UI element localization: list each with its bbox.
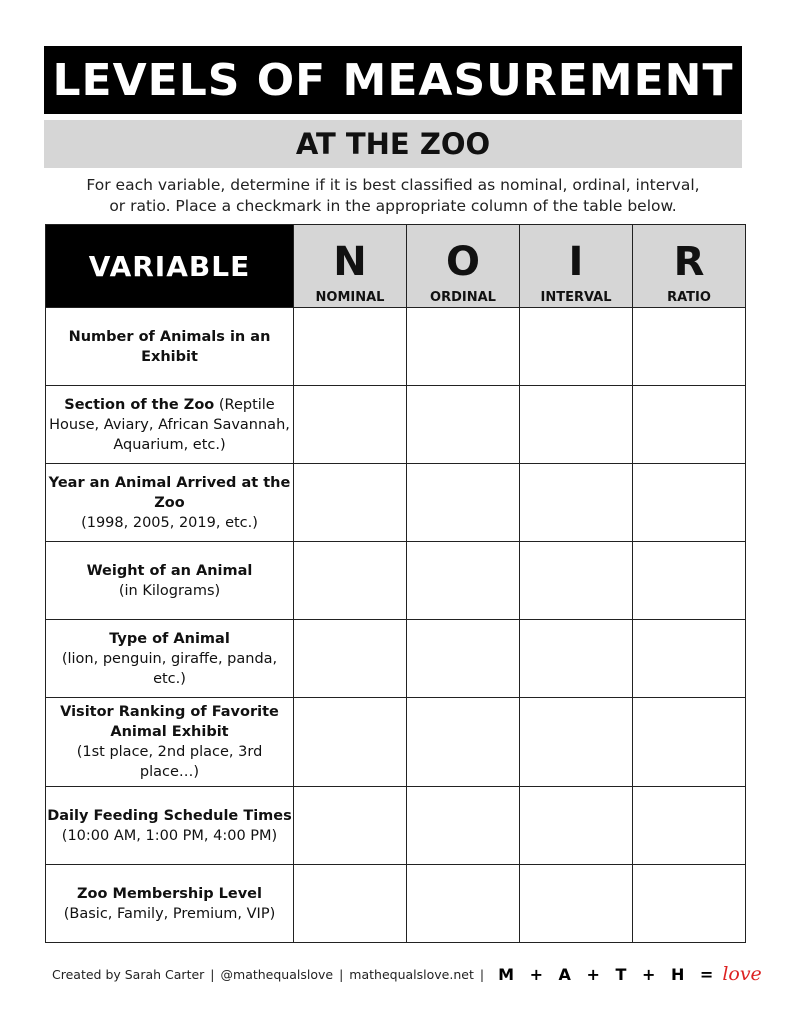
ordinal-check-cell[interactable] <box>407 464 520 542</box>
interval-check-cell[interactable] <box>520 386 633 464</box>
column-label: INTERVAL <box>540 290 612 305</box>
nominal-check-cell[interactable] <box>294 386 407 464</box>
variable-cell <box>46 386 294 464</box>
instructions <box>44 175 742 217</box>
table-row <box>46 542 746 620</box>
column-letter: I <box>568 239 584 285</box>
table-row <box>46 787 746 865</box>
column-label: RATIO <box>667 290 711 305</box>
interval-check-cell[interactable] <box>520 542 633 620</box>
table-header-row <box>46 225 746 308</box>
ordinal-check-cell[interactable] <box>407 386 520 464</box>
variable-detail: (lion, penguin, giraffe, panda, etc.) <box>61 650 278 687</box>
column-header-ratio <box>633 225 746 308</box>
instructions-line-1: For each variable, determine if it is best classified as nominal, ordinal, interval, <box>86 176 700 194</box>
table-row <box>46 865 746 943</box>
footer-site-link[interactable]: mathequalslove.net <box>349 966 474 982</box>
page-title: LEVELS OF MEASUREMENT <box>44 46 742 114</box>
interval-check-cell[interactable] <box>520 787 633 865</box>
footer-separator: | <box>479 966 485 982</box>
variable-name: Visitor Ranking of Favorite Animal Exhibit <box>60 704 279 740</box>
ratio-check-cell[interactable] <box>633 308 746 386</box>
variable-name: Zoo Membership Level <box>77 885 262 902</box>
interval-check-cell[interactable] <box>520 698 633 787</box>
variable-detail: (10:00 AM, 1:00 PM, 4:00 PM) <box>61 827 278 844</box>
page-subtitle: AT THE ZOO <box>44 120 742 168</box>
levels-table <box>45 224 746 943</box>
ordinal-check-cell[interactable] <box>407 620 520 698</box>
footer-separator: | <box>339 966 344 982</box>
ratio-check-cell[interactable] <box>633 620 746 698</box>
variable-cell <box>46 620 294 698</box>
ordinal-check-cell[interactable] <box>407 698 520 787</box>
variable-name: Section of the Zoo <box>64 396 215 413</box>
column-label: NOMINAL <box>315 290 385 305</box>
nominal-check-cell[interactable] <box>294 787 407 865</box>
column-header-nominal <box>294 225 407 308</box>
ratio-check-cell[interactable] <box>633 787 746 865</box>
footer <box>52 962 762 986</box>
variable-header: VARIABLE <box>46 225 294 308</box>
nominal-check-cell[interactable] <box>294 464 407 542</box>
variable-name: Year an Animal Arrived at the Zoo <box>48 474 291 511</box>
variable-detail: (in Kilograms) <box>118 582 221 599</box>
ratio-check-cell[interactable] <box>633 542 746 620</box>
variable-cell <box>46 308 294 386</box>
nominal-check-cell[interactable] <box>294 542 407 620</box>
brand-love-script: love <box>722 963 762 985</box>
ratio-check-cell[interactable] <box>633 464 746 542</box>
variable-name: Type of Animal <box>109 630 230 647</box>
table-row <box>46 698 746 787</box>
footer-separator: | <box>210 966 215 982</box>
nominal-check-cell[interactable] <box>294 865 407 943</box>
ratio-check-cell[interactable] <box>633 698 746 787</box>
column-letter: R <box>673 239 705 285</box>
nominal-check-cell[interactable] <box>294 620 407 698</box>
variable-cell <box>46 542 294 620</box>
table-row <box>46 386 746 464</box>
column-header-interval <box>520 225 633 308</box>
variable-name: Daily Feeding Schedule Times <box>47 807 292 824</box>
column-letter: O <box>445 239 480 285</box>
variable-detail: (Basic, Family, Premium, VIP) <box>63 905 276 922</box>
variable-detail: (1998, 2005, 2019, etc.) <box>81 514 258 531</box>
table-row <box>46 464 746 542</box>
nominal-check-cell[interactable] <box>294 308 407 386</box>
ordinal-check-cell[interactable] <box>407 308 520 386</box>
interval-check-cell[interactable] <box>520 865 633 943</box>
column-header-ordinal <box>407 225 520 308</box>
variable-cell <box>46 865 294 943</box>
ordinal-check-cell[interactable] <box>407 787 520 865</box>
footer-credit: Created by Sarah Carter <box>52 966 205 982</box>
ordinal-check-cell[interactable] <box>407 865 520 943</box>
column-letter: N <box>333 239 367 285</box>
ratio-check-cell[interactable] <box>633 386 746 464</box>
variable-name: Number of Animals in an Exhibit <box>68 328 271 365</box>
instructions-line-2: or ratio. Place a checkmark in the appropriate column of the table below. <box>109 197 677 215</box>
ordinal-check-cell[interactable] <box>407 542 520 620</box>
footer-handle[interactable]: @mathequalslove <box>220 966 334 982</box>
variable-detail: (1st place, 2nd place, 3rd place…) <box>76 744 263 780</box>
brand-logo: M + A + T + H = <box>498 964 719 984</box>
variable-name: Weight of an Animal <box>86 562 253 579</box>
ratio-check-cell[interactable] <box>633 865 746 943</box>
variable-cell <box>46 698 294 787</box>
table-row <box>46 620 746 698</box>
variable-detail: (Reptile House, Aviary, African Savannah, Aquarium, etc.) <box>49 396 290 453</box>
interval-check-cell[interactable] <box>520 464 633 542</box>
interval-check-cell[interactable] <box>520 620 633 698</box>
interval-check-cell[interactable] <box>520 308 633 386</box>
column-label: ORDINAL <box>430 290 496 305</box>
variable-cell <box>46 787 294 865</box>
table-row <box>46 308 746 386</box>
variable-cell <box>46 464 294 542</box>
nominal-check-cell[interactable] <box>294 698 407 787</box>
